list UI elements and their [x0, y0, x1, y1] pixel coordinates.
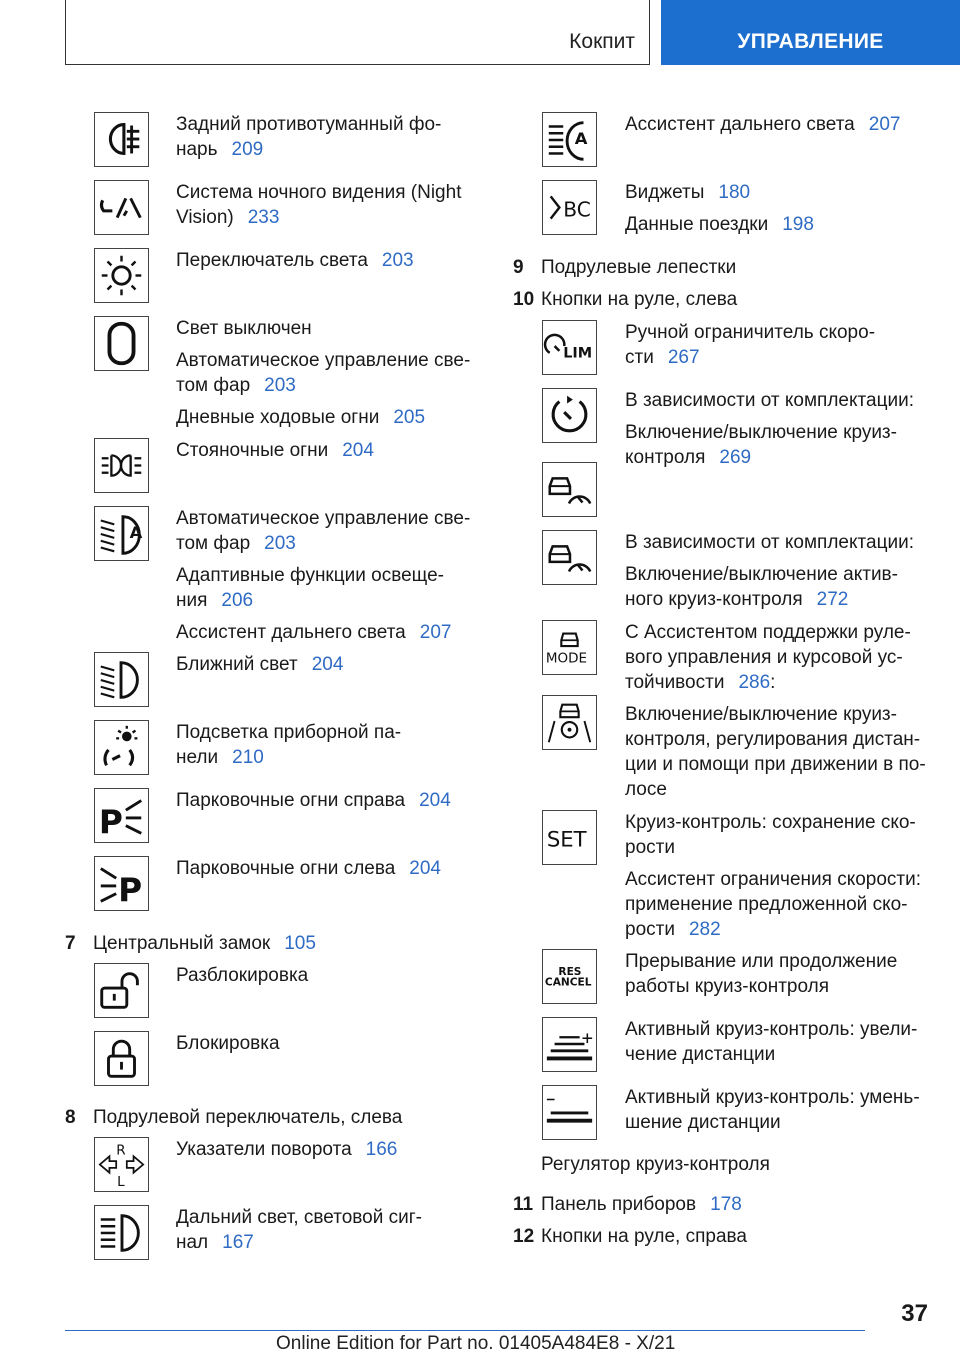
light-switch-text: Переключатель света 203 [176, 250, 414, 271]
limit-assist-text: Ассистент ограничения скорости: применение предложенной ско- рости 282 [625, 869, 922, 940]
svg-text:RES: RES [558, 966, 582, 979]
svg-text:LIM: LIM [563, 345, 593, 362]
cruise-regulator-text: Регулятор круиз-контроля [541, 1154, 770, 1175]
page-link[interactable]: 203 [264, 533, 296, 554]
limiter-text: Ручной ограничитель скоро- сти 267 [625, 322, 876, 368]
widgets-text: Виджеты 180 [625, 182, 751, 203]
edition-footer: Online Edition for Part no. 01405A484E8 - X/21 [276, 1333, 676, 1354]
page-link[interactable]: 269 [719, 447, 752, 468]
svg-text:A: A [574, 128, 588, 148]
svg-text:R: R [116, 1142, 126, 1159]
lights-off-text: Свет выключен [176, 318, 312, 339]
hba-left-text: Ассистент дальнего света 207 [176, 622, 452, 643]
lock-text: Блокировка [176, 1033, 280, 1054]
res-cancel-text: Прерывание или продолжение работы круиз-контроля [625, 951, 898, 997]
item-number: 11 [513, 1194, 534, 1215]
page-link[interactable]: 207 [419, 622, 452, 643]
page-link[interactable]: 204 [342, 440, 374, 461]
footer-divider [65, 1330, 865, 1331]
distance-increase-icon [542, 1017, 597, 1072]
right-wheel-buttons-label: Кнопки на руле, справа [541, 1226, 747, 1247]
page-link[interactable]: 210 [232, 747, 264, 768]
high-beam-text: Дальний свет, световой сиг- нал 167 [176, 1207, 422, 1253]
page-link[interactable]: 180 [718, 182, 751, 203]
rear-fog-text: Задний противотуманный фо- нарь 209 [176, 114, 442, 160]
rear-fog-light-icon [94, 112, 149, 167]
hba-text: Ассистент дальнего света 207 [625, 114, 901, 135]
page-link[interactable]: 233 [247, 207, 280, 228]
set-text: Круиз-контроль: сохранение ско- рости [625, 812, 916, 858]
active-cruise-icon [542, 530, 597, 585]
speed-limiter-icon [542, 320, 597, 375]
trip-data-text: Данные поездки 198 [625, 214, 814, 235]
page-link[interactable]: 167 [222, 1232, 254, 1253]
depends-text: В зависимости от комплектации: [625, 532, 914, 553]
page-link[interactable]: 286 [738, 672, 771, 693]
item-number: 7 [65, 933, 76, 954]
page-link[interactable]: 204 [311, 654, 344, 675]
parking-lights-icon [94, 438, 149, 493]
item-number: 10 [513, 289, 535, 310]
page-link[interactable]: 204 [409, 858, 441, 879]
night-vision-text: Система ночного видения (Night Vision) 233 [176, 182, 462, 228]
page-link[interactable]: 209 [231, 139, 264, 160]
set-button-icon [542, 810, 597, 865]
unlock-text: Разблокировка [176, 965, 309, 986]
page-link[interactable]: 203 [264, 375, 296, 396]
parking-light-left-icon [94, 856, 149, 911]
svg-text:A: A [129, 522, 143, 542]
turn-signal-text: Указатели поворота 166 [176, 1139, 398, 1160]
page-number: 37 [901, 1300, 928, 1327]
svg-text:BC: BC [563, 197, 591, 222]
instrument-panel-label: Панель приборов 178 [541, 1194, 742, 1215]
central-lock-label: Центральный замок 105 [93, 933, 316, 954]
low-beam-text: Ближний свет 204 [176, 654, 344, 675]
parking-light-right-icon [94, 788, 149, 843]
page-link[interactable]: 206 [221, 590, 254, 611]
mode-button-icon [542, 620, 597, 675]
svg-text:SET: SET [546, 826, 587, 852]
page-link[interactable]: 204 [419, 790, 451, 811]
section-title: Кокпит [569, 30, 635, 53]
item-number: 9 [513, 257, 524, 278]
svg-text:MODE: MODE [545, 650, 588, 667]
depends-text: В зависимости от комплектации: [625, 390, 914, 411]
cruise-toggle-text: Включение/выключение круиз- контроля 269 [625, 422, 897, 468]
distance-increase-text: Активный круиз-контроль: увели- чение дистанции [625, 1019, 918, 1065]
distance-cruise-icon [542, 462, 597, 517]
parking-left-text: Парковочные огни слева 204 [176, 858, 441, 879]
item-number: 8 [65, 1107, 76, 1128]
drl-text: Дневные ходовые огни 205 [176, 407, 426, 428]
instrument-lighting-icon [94, 720, 149, 775]
bc-button-icon [542, 180, 597, 235]
item-number: 12 [513, 1226, 535, 1247]
high-beam-assistant-icon [542, 112, 597, 167]
page-link[interactable]: 205 [393, 407, 426, 428]
page-link[interactable]: 203 [381, 250, 414, 271]
paddles-label: Подрулевые лепестки [541, 257, 737, 278]
auto-headlight-text: Автоматическое управление све- том фар 203 [176, 508, 471, 554]
night-vision-icon [94, 180, 149, 235]
parking-right-text: Парковочные огни справа 204 [176, 790, 451, 811]
svg-text:P: P [118, 871, 143, 910]
acc-toggle-text: Включение/выключение актив- ного круиз-контроля 272 [625, 564, 898, 610]
page-link[interactable]: 267 [667, 347, 700, 368]
lights-off-icon [94, 316, 149, 371]
low-beam-icon [94, 652, 149, 707]
turn-signal-icon [94, 1137, 149, 1192]
page-link[interactable]: 105 [284, 933, 316, 954]
auto-light-text: Автоматическое управление све- том фар 203 [176, 350, 471, 396]
light-switch-icon [94, 248, 149, 303]
page-link[interactable]: 282 [688, 919, 721, 940]
header-section [65, 0, 650, 65]
parking-lights-text: Стояночные огни 204 [176, 440, 374, 461]
left-wheel-buttons-label: Кнопки на руле, слева [541, 289, 738, 310]
instrument-lighting-text: Подсветка приборной па- нели 210 [176, 722, 402, 768]
page-link[interactable]: 166 [365, 1139, 398, 1160]
svg-text:CANCEL: CANCEL [544, 976, 592, 989]
page-link[interactable]: 272 [816, 589, 849, 610]
svg-text:L: L [117, 1174, 125, 1191]
lock-icon [94, 1031, 149, 1086]
res-cancel-button-icon [542, 949, 597, 1004]
page-link[interactable]: 198 [782, 214, 814, 235]
mode-text: С Ассистентом поддержки руле- вого управления и курсовой ус- тойчивости 286: [625, 622, 911, 693]
unlock-icon [94, 963, 149, 1018]
adaptive-light-text: Адаптивные функции освеще- ния 206 [176, 565, 444, 611]
left-stalk-label: Подрулевой переключатель, слева [93, 1107, 403, 1128]
distance-decrease-text: Активный круиз-контроль: умень- шение дистанции [625, 1087, 920, 1133]
high-beam-icon [94, 1205, 149, 1260]
page-link[interactable]: 178 [710, 1194, 742, 1215]
auto-headlight-icon [94, 506, 149, 561]
steering-assist-text: Включение/выключение круиз- контроля, регулирования дистан- ции и помощи при движении в по- лосе [625, 704, 926, 800]
cruise-control-icon [542, 388, 597, 443]
steering-assist-icon [542, 695, 597, 750]
header-chapter [661, 0, 960, 65]
page-link[interactable]: 207 [868, 114, 901, 135]
chapter-title: УПРАВЛЕНИЕ [737, 30, 884, 53]
distance-decrease-icon [542, 1085, 597, 1140]
svg-text:P: P [98, 803, 123, 842]
